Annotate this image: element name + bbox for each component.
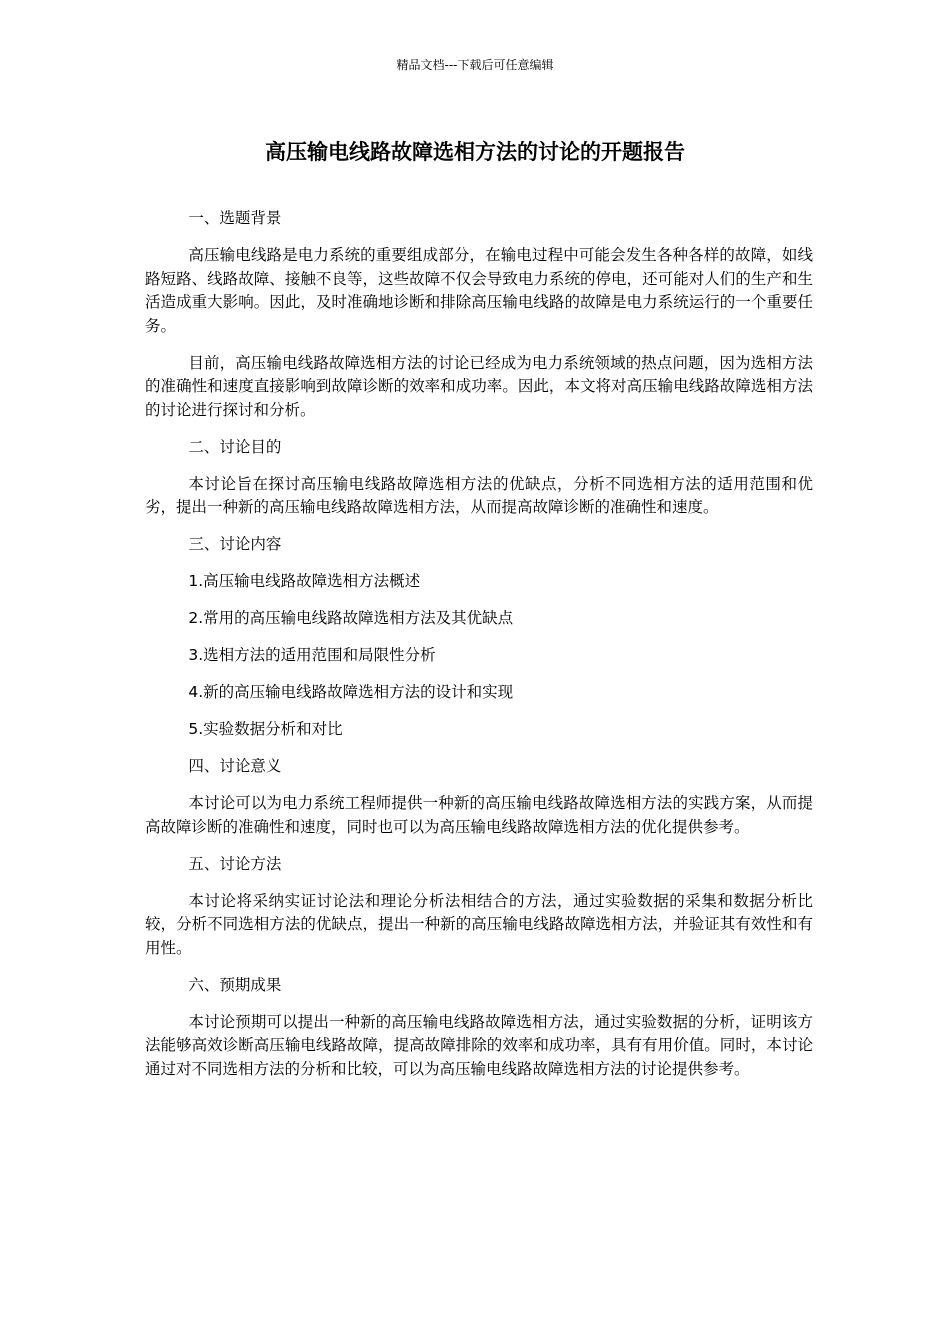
paragraph: 本讨论可以为电力系统工程师提供一种新的高压输电线路故障选相方法的实践方案，从而提高故障诊断的准确性和速度，同时也可以为高压输电线路故障选相方法的优化提供参考。 [145, 794, 813, 836]
paragraph: 高压输电线路是电力系统的重要组成部分，在输电过程中可能会发生各种各样的故障，如线路短路、线路故障、接触不良等，这些故障不仅会导致电力系统的停电，还可能对人们的生产和生活造成重大影响。因此，及时准确地诊断和排除高压输电线路的故障是电力系统运行的一个重要任务。 [145, 246, 813, 335]
paragraph: 目前，高压输电线路故障选相方法的讨论已经成为电力系统领域的热点问题，因为选相方法的准确性和速度直接影响到故障诊断的效率和成功率。因此，本文将对高压输电线路故障选相方法的讨论进行探讨和分析。 [145, 353, 813, 419]
section-heading-content: 三、讨论内容 [188, 535, 282, 553]
section-heading-purpose: 二、讨论目的 [188, 437, 282, 456]
list-item: 2.常用的高压输电线路故障选相方法及其优缺点 [188, 609, 514, 627]
page-header: 精品文档---下载后可任意编辑 [396, 58, 554, 72]
document-body [145, 207, 813, 1095]
list-item: 5.实验数据分析和对比 [188, 720, 343, 738]
section-heading-significance: 四、讨论意义 [188, 757, 282, 775]
section-heading-expected-results: 六、预期成果 [188, 975, 282, 994]
list-item: 4.新的高压输电线路故障选相方法的设计和实现 [188, 683, 514, 701]
paragraph: 本讨论将采纳实证讨论法和理论分析法相结合的方法，通过实验数据的采集和数据分析比较，分析不同选相方法的优缺点，提出一种新的高压输电线路故障选相方法，并验证其有效性和有用性。 [145, 891, 813, 957]
section-heading-method: 五、讨论方法 [188, 854, 282, 873]
paragraph: 本讨论旨在探讨高压输电线路故障选相方法的优缺点，分析不同选相方法的适用范围和优劣，提出一种新的高压输电线路故障选相方法，从而提高故障诊断的准确性和速度。 [145, 474, 813, 516]
list-item: 1.高压输电线路故障选相方法概述 [188, 572, 421, 590]
list-item: 3.选相方法的适用范围和局限性分析 [188, 646, 436, 664]
section-heading-background: 一、选题背景 [188, 209, 282, 227]
document-title: 高压输电线路故障选相方法的讨论的开题报告 [265, 140, 685, 164]
paragraph: 本讨论预期可以提出一种新的高压输电线路故障选相方法，通过实验数据的分析，证明该方法能够高效诊断高压输电线路故障，提高故障排除的效率和成功率，具有有用价值。同时，本讨论通过对不同选相方法的分析和比较，可以为高压输电线路故障选相方法的讨论提供参考。 [145, 1012, 813, 1078]
